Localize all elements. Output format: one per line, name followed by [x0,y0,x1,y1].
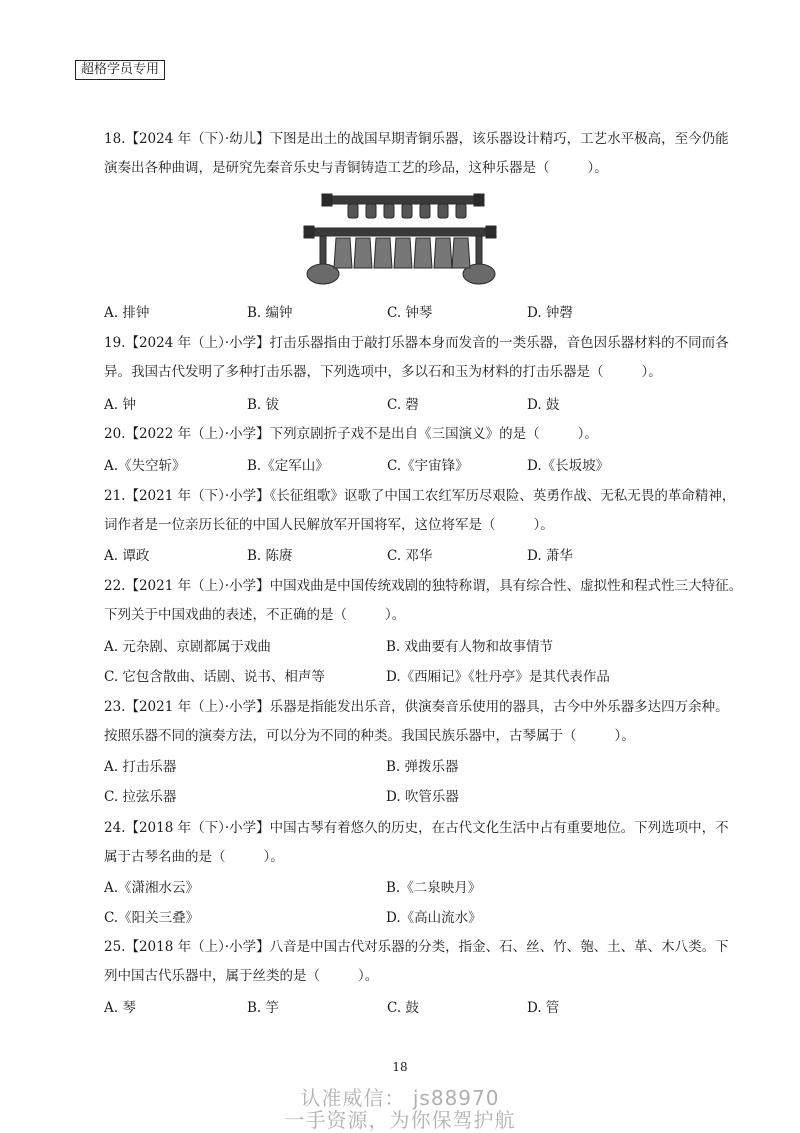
question-text-line: 21.【2021 年（下）·小学】《长征组歌》讴歌了中国工农红军历尽艰险、英勇作战、无私无畏的革命精神， [104,488,736,504]
option-a: A.《潇湘水云》 [104,880,200,896]
option-b: B.《定军山》 [247,458,329,474]
question-text-line: 18.【2024 年（下）·幼儿】下图是出土的战国早期青铜乐器，该乐器设计精巧，工艺水平极高，至今仍能 [104,131,729,147]
option-a: A. 打击乐器 [104,759,177,775]
watermark-line-1: 认准威信： js88970 [300,1086,500,1110]
option-d: D.《高山流水》 [386,910,482,926]
question-18-options [104,302,724,324]
option-a: A. 谭政 [104,548,150,564]
option-c: C. 磬 [387,397,419,413]
question-21-stem [104,482,736,540]
question-text-line: 23.【2021 年（上）·小学】乐器是指能发出乐音，供演奏音乐使用的器具，古今中外乐器多达四万余种。 [104,699,729,715]
option-d: D.《西厢记》《牡丹亭》是其代表作品 [386,669,610,685]
option-d: D.《长坂坡》 [527,458,610,474]
option-c: C. 鼓 [387,1000,419,1016]
question-18-stem [104,125,729,183]
option-c: C.《宇宙锋》 [387,458,469,474]
question-21-options [104,545,724,567]
option-b: B.《二泉映月》 [386,880,482,896]
option-c: C. 它包含散曲、话剧、说书、相声等 [104,669,325,685]
option-c: C. 邓华 [387,548,433,564]
question-text-line: 24.【2018 年（下）·小学】中国古琴有着悠久的历史，在古代文化生活中占有重要地位。下列选项中，不 [104,820,729,836]
question-22-stem [104,572,743,630]
question-20-options [104,455,724,477]
option-c: C.《阳关三叠》 [104,910,200,926]
watermark-line-2: 一手资源，为你保驾护航 [284,1108,516,1132]
question-23-options-row1 [104,756,724,778]
question-25-stem [104,933,729,991]
question-text-line: 列中国古代乐器中，属于丝类的是（ ）。 [104,968,379,984]
question-24-options-row1 [104,877,724,899]
student-only-badge: 超格学员专用 [75,60,165,80]
option-a: A. 琴 [104,1000,136,1016]
option-b: B. 戏曲要有人物和故事情节 [386,639,554,655]
option-a: A. 元杂剧、京剧都属于戏曲 [104,639,271,655]
question-19-options [104,394,724,416]
option-b: B. 钹 [247,397,280,413]
option-d: D. 萧华 [527,548,573,564]
question-text-line: 下列关于中国戏曲的表述，不正确的是（ ）。 [104,607,406,623]
question-text-line: 25.【2018 年（上）·小学】八音是中国古代对乐器的分类，指金、石、丝、竹、匏、土、革、木八类。下 [104,939,729,955]
option-c: C. 钟琴 [387,305,433,321]
option-d: D. 钟磬 [527,305,573,321]
question-text-line: 词作者是一位亲历长征的中国人民解放军开国将军，这位将军是（ ）。 [104,517,554,533]
option-d: D. 吹管乐器 [386,789,459,805]
question-text-line: 属于古琴名曲的是（ ）。 [104,849,284,865]
question-22-options-row2 [104,666,724,688]
option-b: B. 陈赓 [247,548,293,564]
question-24-options-row2 [104,907,724,929]
option-c: C. 拉弦乐器 [104,789,177,805]
question-19-stem [104,329,729,387]
question-20-stem [104,420,724,449]
option-a: A.《失空斩》 [104,458,186,474]
question-22-options-row1 [104,636,724,658]
question-text-line: 异。我国古代发明了多种打击乐器，下列选项中，多以石和玉为材料的打击乐器是（ ）。 [104,364,662,380]
option-d: D. 鼓 [527,397,560,413]
question-text-line: 22.【2021 年（上）·小学】中国戏曲是中国传统戏剧的独特称谓，具有综合性、虚拟性和程式性三大特征。 [104,578,743,594]
question-text-line: 20.【2022 年（上）·小学】下列京剧折子戏不是出自《三国演义》的是（ ）。 [104,426,598,442]
question-25-options [104,997,724,1019]
option-b: B. 弹拨乐器 [386,759,459,775]
question-text-line: 演奏出各种曲调，是研究先秦音乐史与青铜铸造工艺的珍品，这种乐器是（ ）。 [104,160,608,176]
question-23-options-row2 [104,786,724,808]
option-d: D. 管 [527,1000,560,1016]
bronze-chime-bells-image [290,190,510,290]
option-b: B. 竽 [247,1000,280,1016]
question-text-line: 19.【2024 年（上）·小学】打击乐器指由于敲打乐器本身而发音的一类乐器，音色因乐器材料的不同而各 [104,335,729,351]
page-number: 18 [392,1060,408,1074]
option-b: B. 编钟 [247,305,293,321]
question-24-stem [104,814,729,872]
question-23-stem [104,693,729,751]
question-text-line: 按照乐器不同的演奏方法，可以分为不同的种类。我国民族乐器中，古琴属于（ ）。 [104,728,635,744]
option-a: A. 钟 [104,397,136,413]
option-a: A. 排钟 [104,305,150,321]
